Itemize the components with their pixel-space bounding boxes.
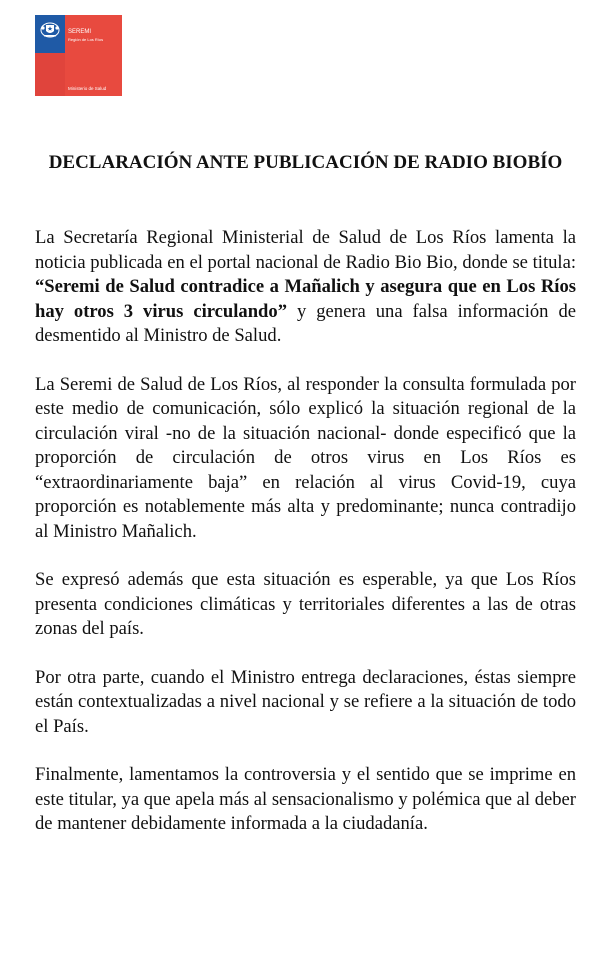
- paragraph-1-rest: y genera una falsa información de desmentido al Ministro de Salud.: [35, 300, 576, 346]
- paragraph-5: Finalmente, lamentamos la controversia y el sentido que se imprime en este titular, ya que apela más al sensacionalismo y polémica que al deber de mantener debidamente informada a la ciudadanía.: [35, 764, 576, 834]
- headline-quote: “Seremi de Salud contradice a Mañalich y asegura que en Los Ríos hay otros 3 virus circulando”: [35, 276, 576, 322]
- paragraph-1-intro: La Secretaría Regional Ministerial de Salud de Los Ríos lamenta la noticia publicada en el portal nacional de Radio Bio Bio, donde se titula:: [35, 227, 576, 273]
- logo-name: SEREMI: [68, 29, 92, 35]
- logo-red-block: [65, 15, 122, 96]
- paragraph-2: La Seremi de Salud de Los Ríos, al responder la consulta formulada por este medio de comunicación, sólo explicó la situación regional de la circulación viral -no de la situación nacional- donde especificó que la proporción de circulación de otros virus en Los Ríos es “extraordinariamente baja” en relación al virus Covid-19, cuya proporción es notablemente más alta y predominante; nunca contradijo al Ministro Mañalich.: [35, 373, 576, 542]
- logo-color-band: [35, 15, 65, 96]
- paragraph-1: [35, 226, 576, 349]
- logo-blue-block: [35, 15, 65, 53]
- logo-red-strip: [35, 53, 65, 96]
- document-title: DECLARACIÓN ANTE PUBLICACIÓN DE RADIO BIOBÍO: [48, 152, 563, 173]
- coat-of-arms-icon: [39, 19, 61, 39]
- document-body: [35, 226, 576, 861]
- paragraph-4: Por otra parte, cuando el Ministro entrega declaraciones, éstas siempre están contextualizadas a nivel nacional y se refiere a la situación de todo el País.: [35, 666, 576, 737]
- seremi-logo: [35, 15, 122, 96]
- paragraph-3: Se expresó además que esta situación es esperable, ya que Los Ríos presenta condiciones climáticas y territoriales diferentes a las de otras zonas del país.: [35, 569, 576, 639]
- logo-ministry: Ministerio de Salud: [68, 86, 107, 91]
- logo-region: Región de Los Ríos: [68, 37, 104, 42]
